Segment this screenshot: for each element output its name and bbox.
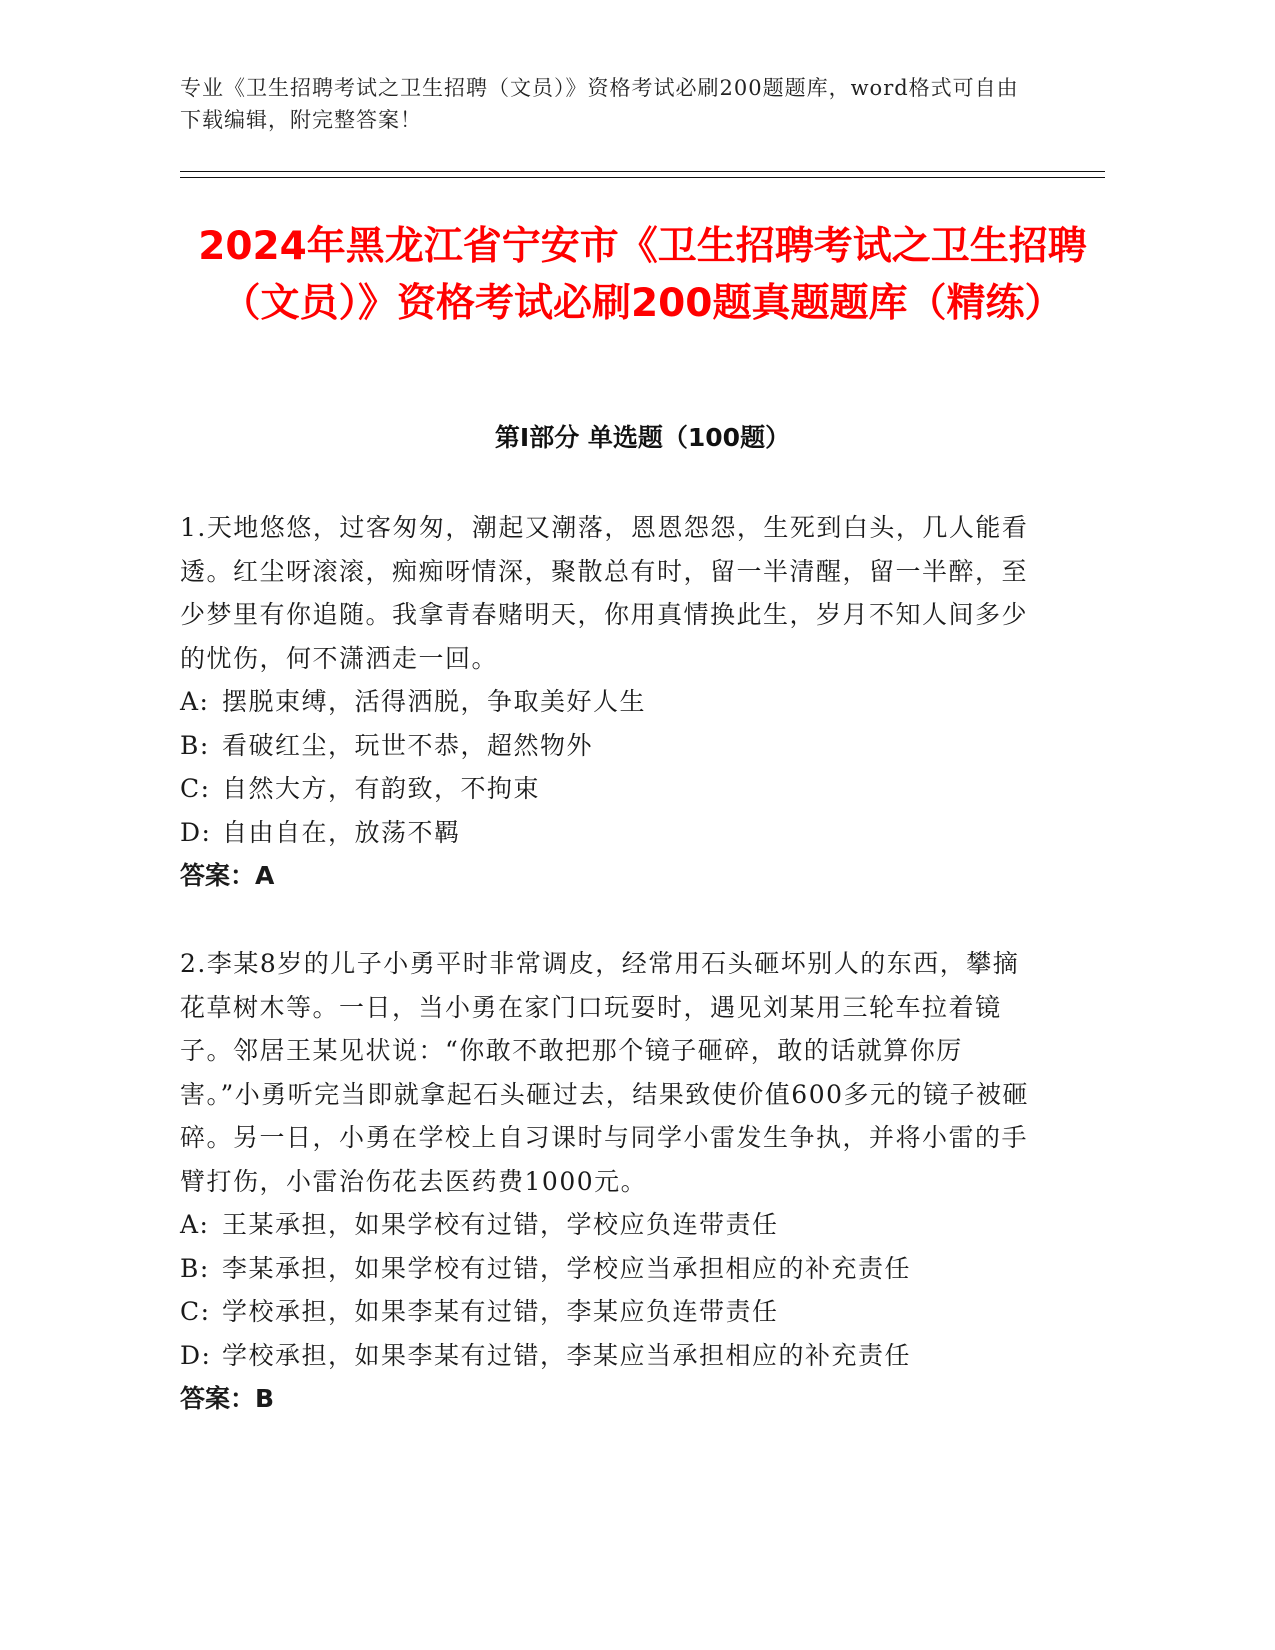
option-text: 自然大方，有韵致，不拘束 <box>222 774 541 803</box>
option-a <box>180 680 1040 724</box>
option-key: B: <box>180 1253 210 1283</box>
option-b <box>180 724 1040 768</box>
option-key: D: <box>180 817 212 847</box>
answer-line: 答案：B <box>180 1384 275 1413</box>
option-text: 李某承担，如果学校有过错，学校应当承担相应的补充责任 <box>222 1253 912 1283</box>
document-title: 2024年黑龙江省宁安市《卫生招聘考试之卫生招聘（文员）》资格考试必刷200题真题题库（精练） <box>198 224 1087 326</box>
question-2 <box>180 942 1040 1421</box>
option-key: C: <box>180 1297 211 1326</box>
section-title: 第I部分 单选题（100题） <box>494 423 791 452</box>
option-text: 自由自在，放荡不羁 <box>222 817 461 847</box>
question-stem: 1.天地悠悠，过客匆匆，潮起又潮落，恩恩怨怨，生死到白头，几人能看透。红尘呀滚滚，痴痴呀情深，聚散总有时，留一半清醒，留一半醉，至少梦里有你追随。我拿青春赌明天，你用真情换此生，岁月不知人间多少的忧伤，何不潇洒走一回。 <box>180 513 1029 673</box>
option-text: 学校承担，如果李某有过错，李某应当承担相应的补充责任 <box>222 1340 912 1370</box>
option-key: B: <box>180 730 210 760</box>
option-key: A: <box>180 1210 210 1239</box>
option-b <box>180 1247 1040 1291</box>
header-divider-bottom <box>180 177 1105 178</box>
header-divider-top <box>180 171 1105 172</box>
option-key: C: <box>180 774 211 803</box>
option-a <box>180 1203 1040 1247</box>
option-key: D: <box>180 1340 212 1370</box>
header-note: 专业《卫生招聘考试之卫生招聘（文员）》资格考试必刷200题题库，word格式可自由下载编辑，附完整答案！ <box>180 76 1019 132</box>
question-stem: 2.李某8岁的儿子小勇平时非常调皮，经常用石头砸坏别人的东西，攀摘花草树木等。一日，当小勇在家门口玩耍时，遇见刘某用三轮车拉着镜子。邻居王某见状说：“你敢不敢把那个镜子砸碎，敢的话就算你厉害。”小勇听完当即就拿起石头砸过去，结果致使价值600多元的镜子被砸碎。另一日，小勇在学校上自习课时与同学小雷发生争执，并将小雷的手臂打伤，小雷治伤花去医药费1000元。 <box>180 949 1030 1196</box>
option-text: 摆脱束缚，活得洒脱，争取美好人生 <box>222 687 647 716</box>
option-key: A: <box>180 687 210 716</box>
option-d <box>180 811 1040 855</box>
option-d <box>180 1334 1040 1378</box>
option-c <box>180 767 1040 811</box>
option-text: 学校承担，如果李某有过错，李某应负连带责任 <box>222 1297 779 1326</box>
option-text: 看破红尘，玩世不恭，超然物外 <box>222 730 594 760</box>
option-text: 王某承担，如果学校有过错，学校应负连带责任 <box>222 1210 779 1239</box>
option-c <box>180 1290 1040 1334</box>
answer-line: 答案：A <box>180 861 275 890</box>
question-1 <box>180 506 1040 898</box>
